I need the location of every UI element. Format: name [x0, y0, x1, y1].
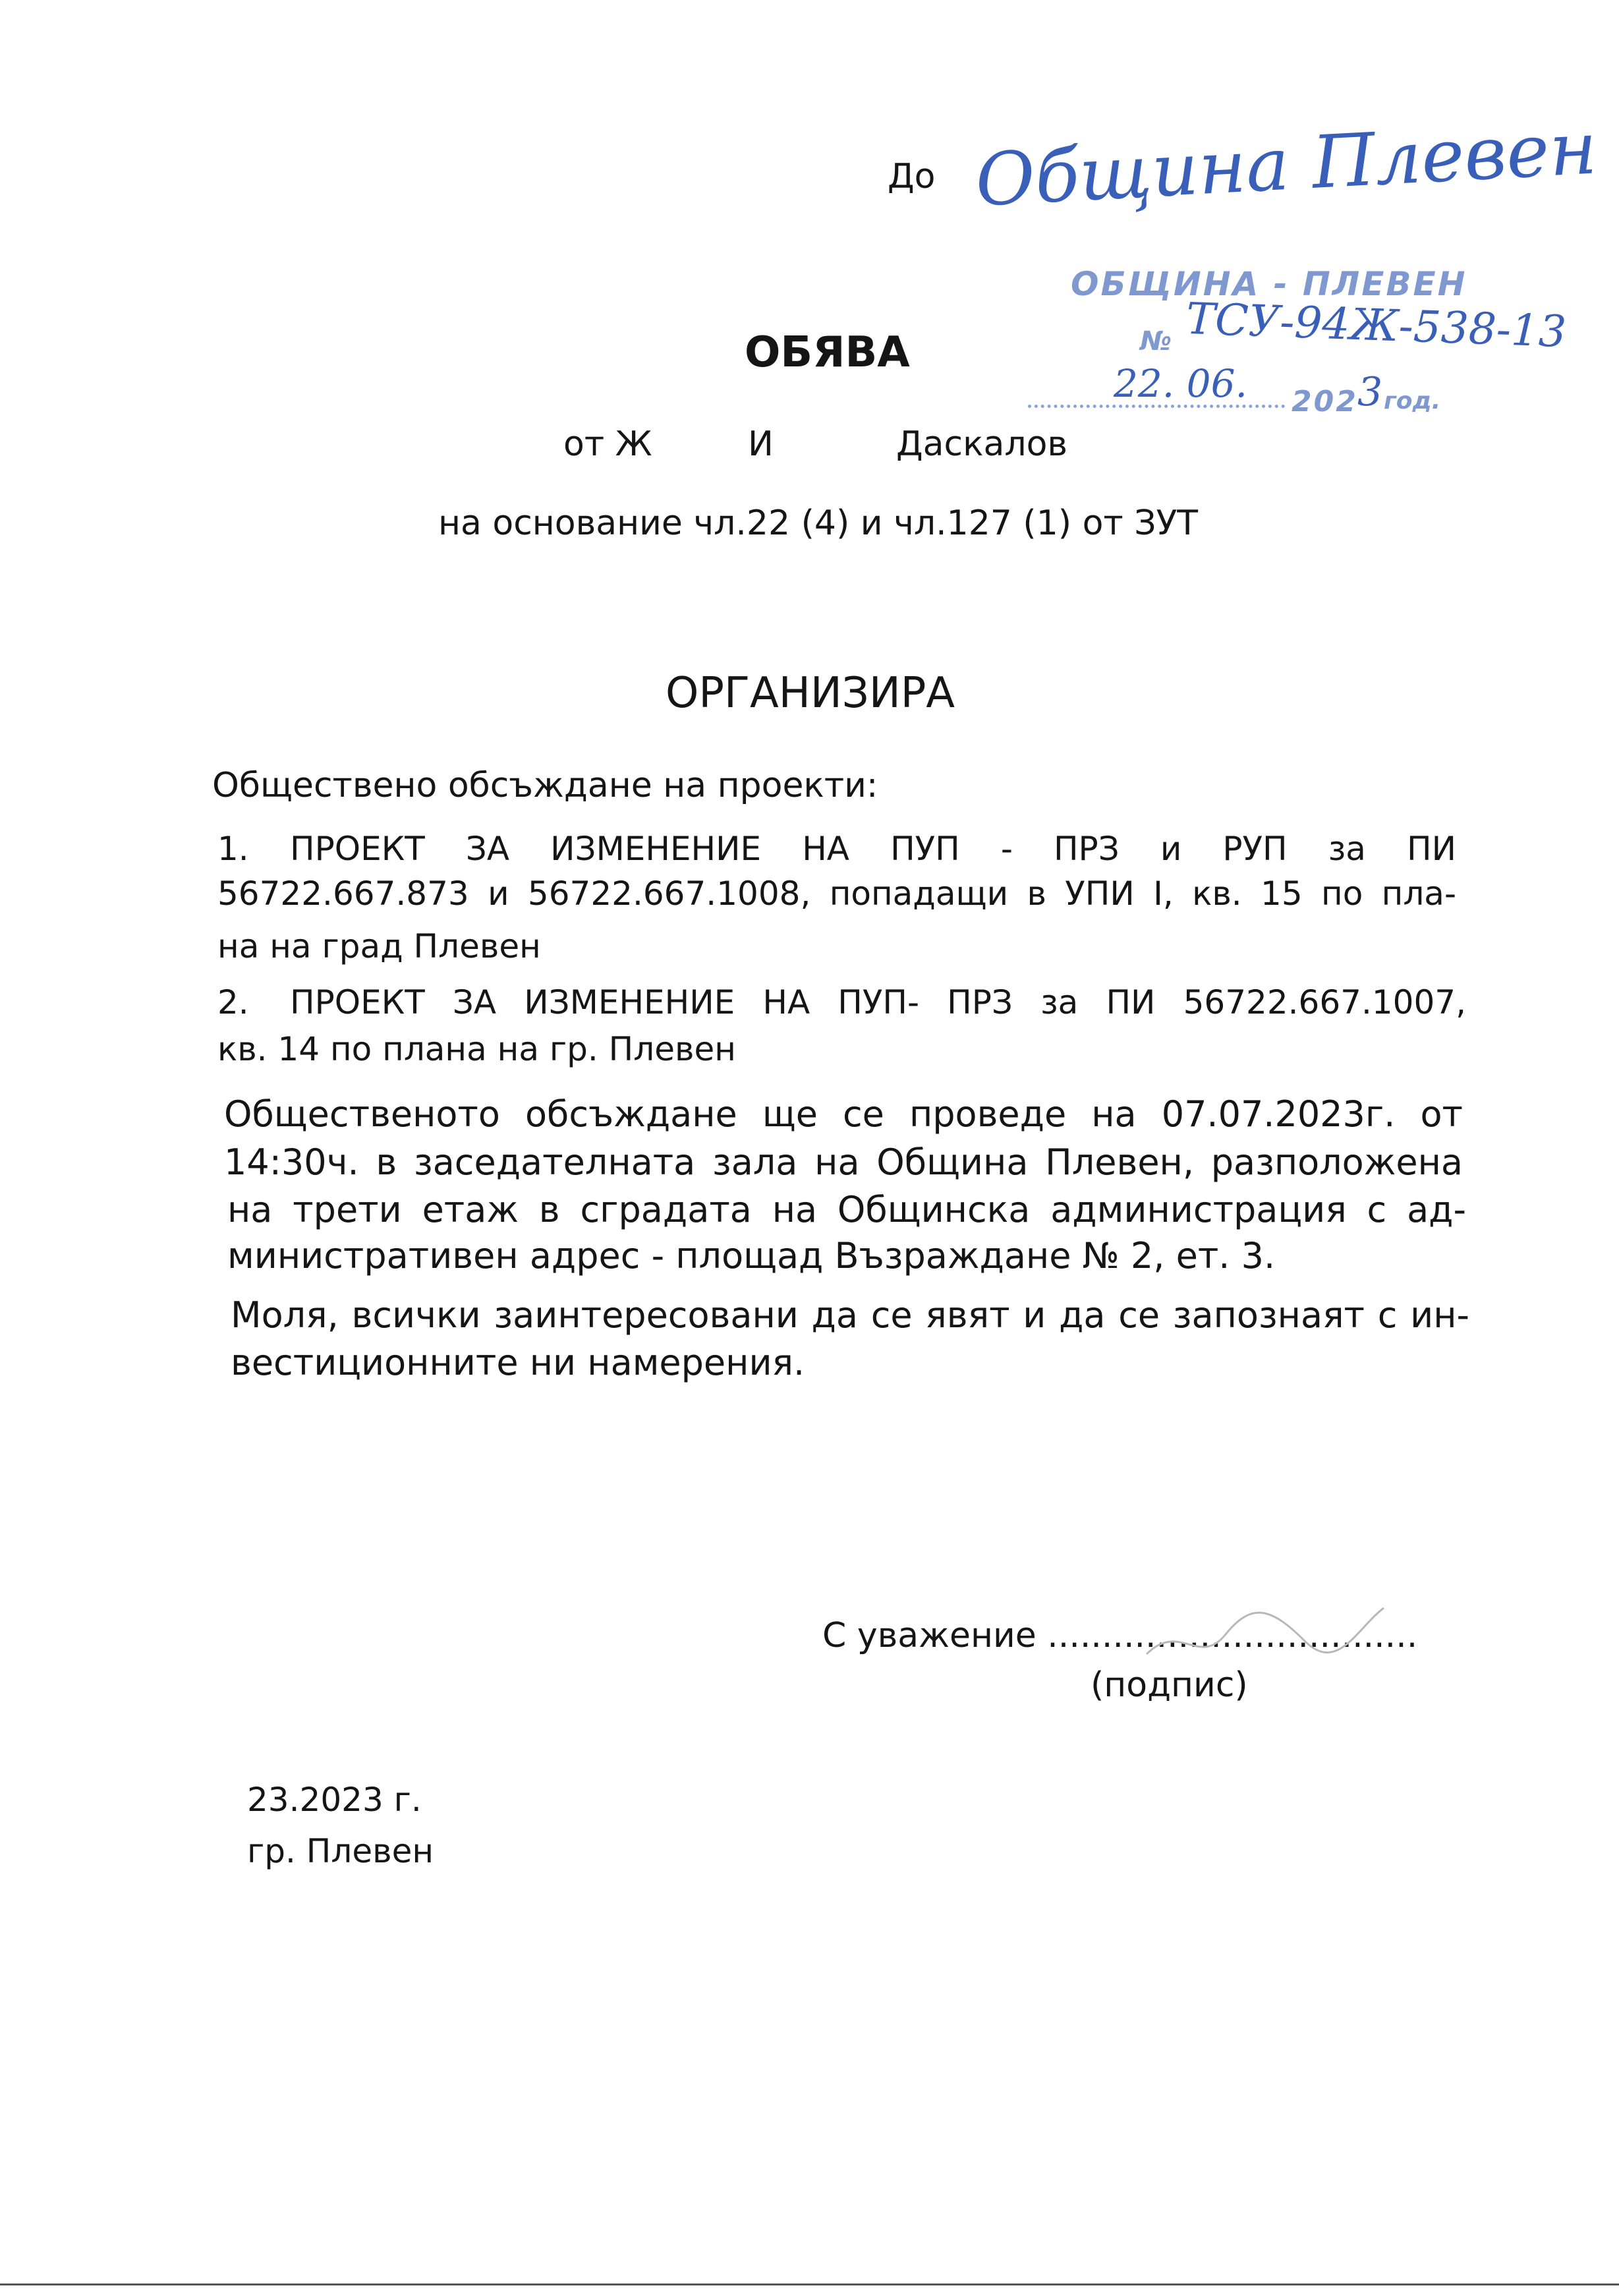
stamp-year-handwritten: 3 [1357, 369, 1383, 415]
project-1-line-1 [217, 825, 1456, 873]
project-2-line-1-text: ПРОЕКТ ЗА ИЗМЕНЕНИЕ НА ПУП- ПРЗ за ПИ 56722.667.1007, [290, 983, 1466, 1021]
from-middle: И [748, 424, 774, 464]
page-bottom-border [0, 2283, 1619, 2285]
signature-scribble [1140, 1595, 1390, 1674]
project-1-number: 1. [217, 830, 249, 868]
footer-city: гр. Плевен [247, 1832, 434, 1870]
stamp-number-prefix: № [1140, 326, 1172, 357]
project-2-number: 2. [217, 983, 249, 1021]
stamp-year-printed: 202 [1292, 385, 1358, 418]
project-1-line-1-text: ПРОЕКТ ЗА ИЗМЕНЕНИЕ НА ПУП - ПРЗ и РУП за ПИ [290, 830, 1456, 868]
meeting-line-4: министративен адрес - площад Възраждане № 2, ет. 3. [227, 1235, 1276, 1277]
signature-regards: С уважение .................................. [822, 1616, 1418, 1655]
footer-date: 23.2023 г. [247, 1781, 422, 1819]
meeting-line-3: на трети етаж в сградата на Общинска администрация с ад- [227, 1189, 1466, 1230]
project-1-line-2: 56722.667.873 и 56722.667.1008, попадащи в УПИ I, кв. 15 по пла- [217, 875, 1456, 913]
meeting-line-1: Общественото обсъждане ще се проведе на 07.07.2023г. от [224, 1093, 1463, 1135]
signature-stroke [1147, 1608, 1384, 1654]
intro-text: Обществено обсъждане на проекти: [212, 766, 878, 805]
stamp-institution: ОБЩИНА - ПЛЕВЕН [1071, 265, 1467, 303]
from-surname: Даскалов [896, 424, 1068, 464]
project-2-line-2: кв. 14 по плана на гр. Плевен [217, 1030, 736, 1068]
invitation-line-1: Моля, всички заинтересовани да се явят и да се запознаят с ин- [231, 1294, 1469, 1336]
addressee-label: До [888, 157, 936, 196]
stamp-year-suffix: год. [1384, 387, 1441, 415]
stamp-number-handwritten: ТСУ-94Ж-538-13 [1185, 293, 1568, 358]
signature-caption: (подпис) [1091, 1665, 1248, 1705]
action-heading: ОРГАНИЗИРА [666, 669, 955, 718]
invitation-line-2: вестиционните ни намерения. [231, 1342, 805, 1383]
project-2-line-1 [217, 979, 1466, 1026]
addressee-handwritten: Община Плевен [973, 105, 1599, 223]
stamp-date-handwritten: 22. 06. [1114, 361, 1247, 406]
document-title: ОБЯВА [745, 328, 910, 377]
project-1-line-3: на на град Плевен [217, 927, 541, 965]
meeting-line-2: 14:30ч. в заседателната зала на Община Плевен, разположена [224, 1141, 1463, 1183]
legal-basis: на основание чл.22 (4) и чл.127 (1) от ЗУТ [438, 503, 1199, 543]
from-prefix: от Ж [563, 424, 652, 464]
